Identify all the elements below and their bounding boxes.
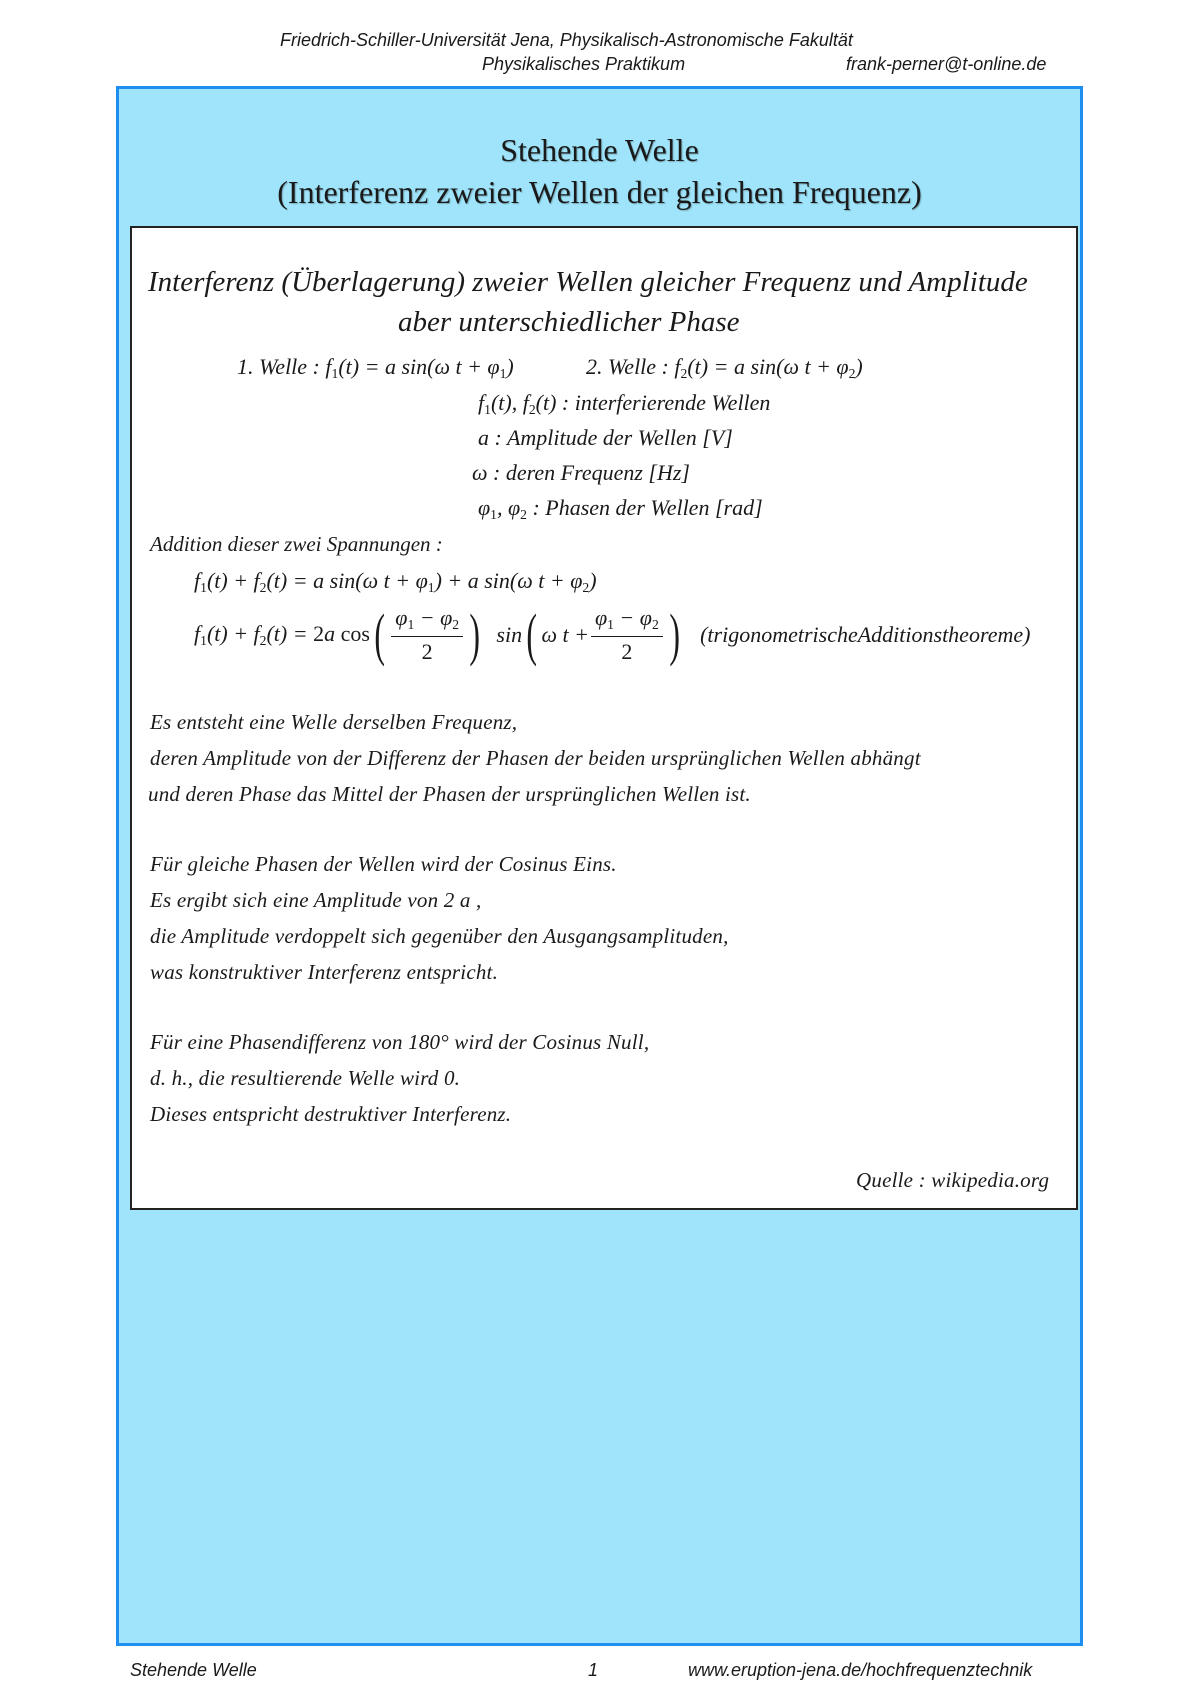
footer-url: www.eruption-jena.de/hochfrequenztechnik bbox=[688, 1660, 1033, 1680]
wave2-equation: 2. Welle : $f_2(t) = a$ sin(ω $t + \varphi_2$) bbox=[586, 354, 863, 382]
header-institution: Friedrich-Schiller-Universität Jena, Physikalisch-Astronomische Fakultät bbox=[280, 30, 853, 50]
paragraph1-line-3: und deren Phase das Mittel der Phasen der ursprünglichen Wellen ist. bbox=[148, 782, 751, 806]
intro-line-2: aber unterschiedlicher Phase bbox=[398, 306, 740, 338]
source-citation: Quelle : wikipedia.org bbox=[856, 1168, 1050, 1192]
addition-label: Addition dieser zwei Spannungen : bbox=[150, 532, 443, 556]
legend-phases-text: Phasen der Wellen [rad] bbox=[545, 495, 763, 520]
result-equation: $f_1(t) + f_2(t) = 2a$ cos ( $\frac{\varphi_1 - \varphi_2}{2}$ ) sin ( ω t + $\frac{\varphi_1 - \varphi_2}{2}$ ) (trigonometrischeAdditionstheoreme) bbox=[194, 602, 1031, 667]
paragraph3-line-1: Für eine Phasendifferenz von 180° wird der Cosinus Null, bbox=[150, 1030, 650, 1054]
legend-phases: $\varphi_1$, $\varphi_2$ : Phasen der Wellen [rad] bbox=[478, 495, 763, 523]
legend-frequency: ω : deren Frequenz [Hz] bbox=[472, 460, 690, 485]
legend-functions-text: interferierende Wellen bbox=[574, 390, 771, 415]
legend-frequency-text: deren Frequenz [Hz] bbox=[505, 460, 690, 485]
page-subtitle: (Interferenz zweier Wellen der gleichen Frequenz) bbox=[277, 174, 922, 210]
intro-line-1: Interferenz (Überlagerung) zweier Wellen gleicher Frequenz und Amplitude bbox=[148, 266, 1028, 298]
paragraph2-line-4: was konstruktiver Interferenz entspricht. bbox=[150, 960, 499, 984]
header-email: frank-perner@t-online.de bbox=[846, 54, 1047, 74]
paragraph2-line-3: die Amplitude verdoppelt sich gegenüber den Ausgangsamplituden, bbox=[150, 924, 729, 948]
paragraph1-line-2: deren Amplitude von der Differenz der Phasen der beiden ursprünglichen Wellen abhängt bbox=[150, 746, 921, 770]
legend-amplitude: a : Amplitude der Wellen [V] bbox=[478, 425, 733, 450]
wave1-label: 1. Welle : bbox=[237, 354, 320, 379]
footer-page-number: 1 bbox=[588, 1660, 599, 1680]
paragraph3-line-2: d. h., die resultierende Welle wird 0. bbox=[150, 1066, 461, 1090]
wave1-equation: 1. Welle : $f_1(t) = a$ sin(ω $t + \varphi_1$) bbox=[237, 354, 514, 382]
legend-amplitude-text: Amplitude der Wellen [V] bbox=[506, 425, 733, 450]
header-course: Physikalisches Praktikum bbox=[482, 54, 686, 74]
sum-equation: $f_1(t) + f_2(t) = a$ sin(ω $t + \varphi_1) + a$ sin(ω $t + \varphi_2$) bbox=[194, 568, 597, 596]
footer-title: Stehende Welle bbox=[130, 1660, 257, 1680]
wave2-label: 2. Welle : bbox=[586, 354, 669, 379]
legend-functions: $f_1(t)$, $f_2(t)$ : interferierende Wellen bbox=[478, 390, 771, 418]
paragraph1-line-1: Es entsteht eine Welle derselben Frequenz, bbox=[150, 710, 518, 734]
page-title: Stehende Welle bbox=[500, 132, 699, 168]
paragraph2-line-2: Es ergibt sich eine Amplitude von 2 a , bbox=[150, 888, 482, 912]
theorem-note: (trigonometrischeAdditionstheoreme) bbox=[700, 622, 1031, 647]
paragraph2-line-1: Für gleiche Phasen der Wellen wird der Cosinus Eins. bbox=[150, 852, 617, 876]
paragraph3-line-3: Dieses entspricht destruktiver Interferenz. bbox=[150, 1102, 512, 1126]
